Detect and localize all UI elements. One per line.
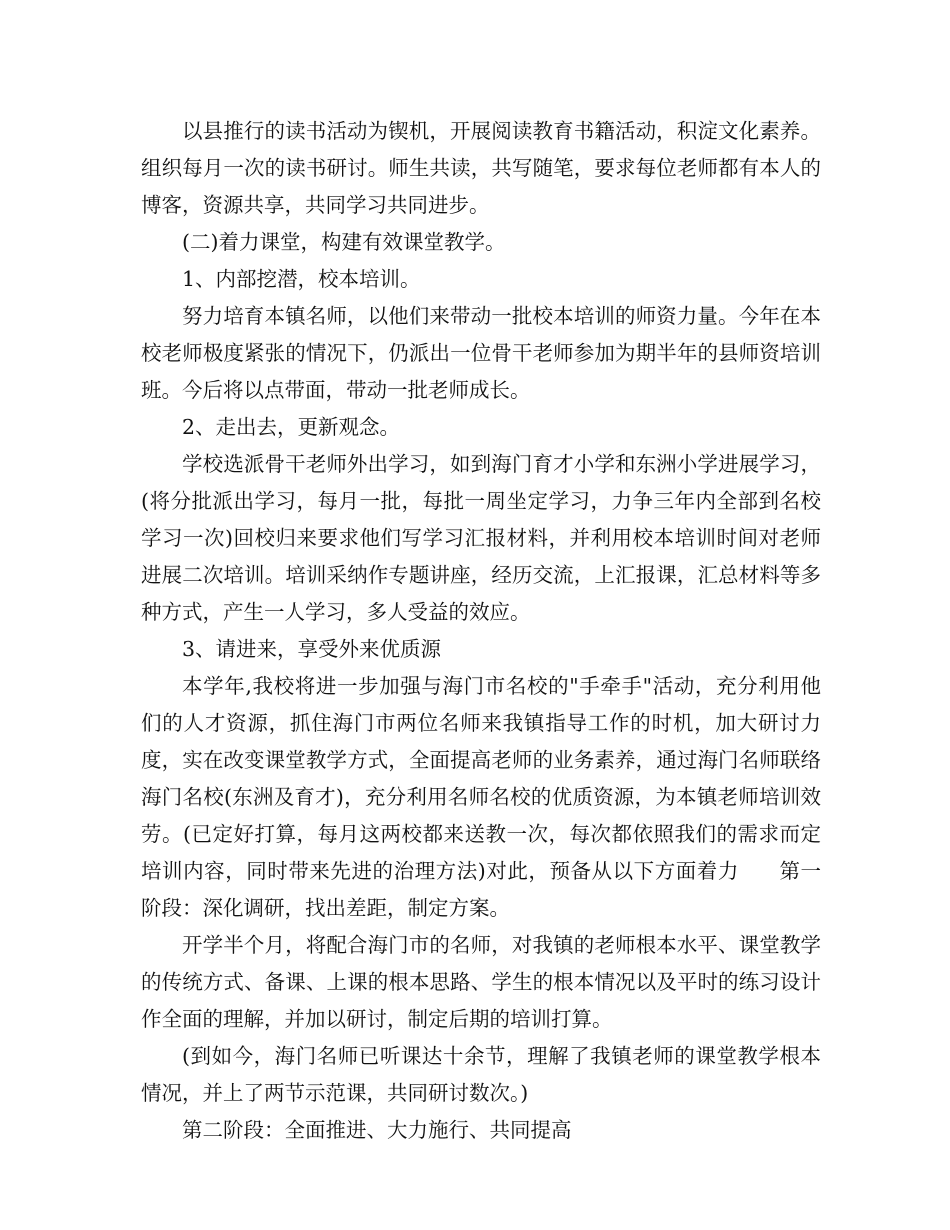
heading-internal-training: 1、内部挖潜，校本培训。 — [182, 267, 421, 291]
paragraph-reading-activity: 以县推行的读书活动为锲机，开展阅读教育书籍活动，积淀文化素养。组织每月一次的读书研讨。师生共读，共写随笔，要求每位老师都有本人的博客，资源共享，共同学习共同进步。 — [141, 119, 821, 217]
paragraph-external-study: 学校选派骨干老师外出学习，如到海门育才小学和东洲小学进展学习，(将分批派出学习，每月一批，每批一周坐定学习，力争三年内全部到名校学习一次)回校归来要求他们写学习汇报材料，并利用校本培训时间对老师进展二次培训。培训采纳作专题讲座，经历交流，上汇报课，汇总材料等多种方式，产生一人学习，多人受益的效应。 — [141, 452, 821, 624]
heading-invite-in: 3、请进来，享受外来优质源 — [182, 637, 442, 661]
heading-classroom-teaching: (二)着力课堂，构建有效课堂教学。 — [182, 230, 506, 254]
paragraph-progress-note: (到如今，海门名师已听课达十余节，理解了我镇老师的课堂教学根本情况，并上了两节示范课，共同研讨数次。) — [141, 1044, 821, 1105]
paragraph-cultivate-teachers: 努力培育本镇名师，以他们来带动一批校本培训的师资力量。今年在本校老师极度紧张的情况下，仍派出一位骨干老师参加为期半年的县师资培训班。今后将以点带面，带动一批老师成长。 — [141, 304, 821, 402]
stage-two-heading: 第二阶段：全面推进、大力施行、共同提高 — [182, 1118, 572, 1142]
paragraph-hand-in-hand-text: 本学年,我校将进一步加强与海门市名校的"手牵手"活动，充分利用他们的人才资源，抓住海门市两位名师来我镇指导工作的时机，加大研讨力度，实在改变课堂教学方式，全面提高老师的业务素养，通过海门名师联络海门名校(东洲及育才)，充分利用名师名校的优质资源，为本镇老师培训效劳。(已定好打算，每月这两校都来送教一次，每次都依照我们的需求而定培训内容，同时带来先进的治理方法)对此，预备从以下方面着力 — [141, 674, 821, 883]
paragraph-first-half-month: 开学半个月，将配合海门市的名师，对我镇的老师根本水平、课堂教学的传统方式、备课、上课的根本思路、学生的根本情况以及平时的练习设计作全面的理解，并加以研讨，制定后期的培训打算。 — [141, 933, 821, 1031]
document-page — [141, 113, 821, 1149]
paragraph-hand-in-hand — [141, 668, 821, 927]
heading-go-out: 2、走出去，更新观念。 — [182, 415, 401, 439]
stage-one-heading: 第一阶段：深化调研，找出差距，制定方案。 — [141, 859, 822, 920]
